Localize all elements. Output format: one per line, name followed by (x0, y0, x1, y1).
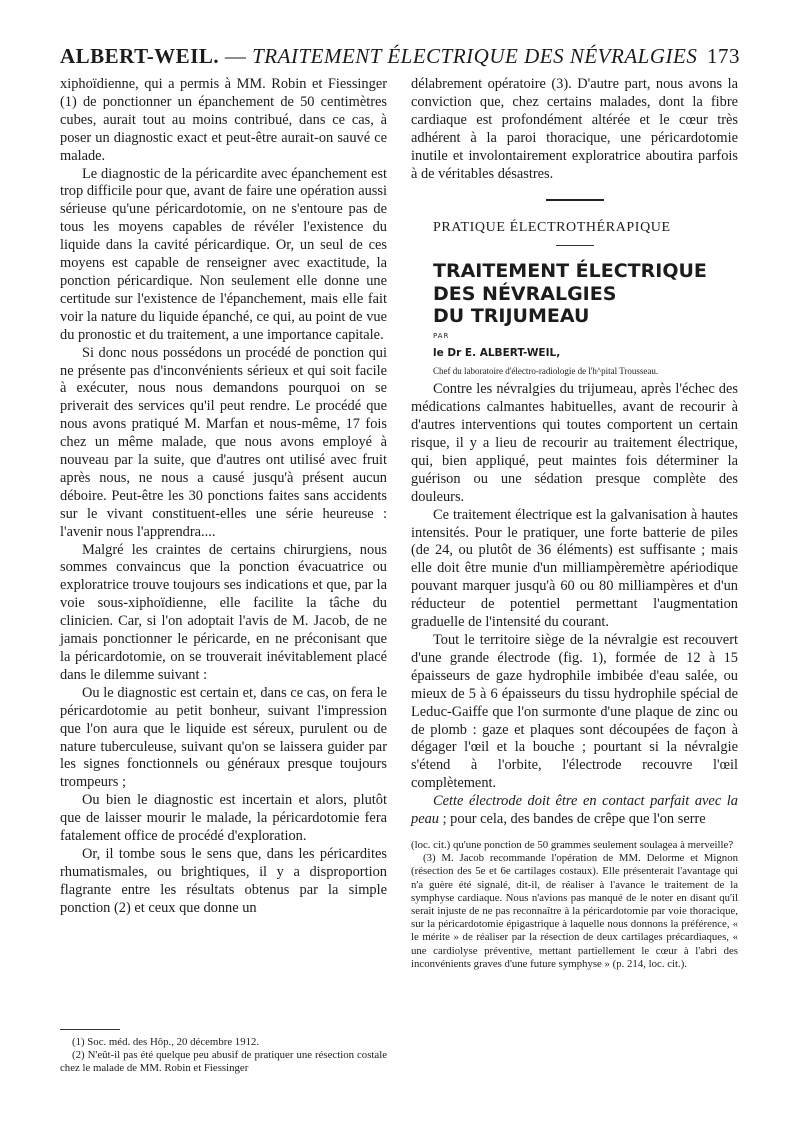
left-footnotes (60, 1029, 387, 1076)
header-dash: — (219, 44, 253, 68)
left-footnote-1: (1) Soc. méd. des Hôp., 20 décembre 1912. (72, 1036, 260, 1048)
article-title-line-1: TRAITEMENT ÉLECTRIQUE (433, 260, 707, 283)
author-affiliation: Chef du laboratoire d'électro-radiologie de l'h^pital Trousseau. (433, 366, 659, 377)
right-footnote-continuation: (loc. cit.) qu'une ponction de 50 grammes seulement soulagea à merveille? (411, 838, 734, 851)
right-footnotes (411, 839, 738, 971)
header-author: ALBERT-WEIL. (60, 44, 220, 68)
left-paragraph-1: xiphoïdienne, qui a permis à MM. Robin et Fiessinger (1) de ponctionner un épanchement de 50 centimètres cubes, aurait tout au moins contribué, dans ce cas, à poser un diagnostic exact et peut-être aurait-on sauvé ce malade. (60, 76, 387, 164)
section-heading: PRATIQUE ÉLECTROTHÉRAPIQUE (433, 220, 671, 236)
left-paragraph-4: Malgré les craintes de certains chirurgiens, nous sommes convaincus que la ponction évacuatrice ou exploratrice trouve toujours ses indications et que, par la voie sous-xiphoïdienne, elle facilite la tâche du clinicien. Car, si l'on adoptait l'avis de M. Jacob, de ne jamais ponctionner le péricarde, en ne préconisant que la péricardotomie, on se trouverait inévitablement placé dans le dilemme suivant : (60, 541, 387, 683)
left-paragraph-3: Si donc nous possédons un procédé de ponction qui ne présente pas d'inconvénients sérieux et qui soit facile à exécuter, nous nous demandons pourquoi on se priverait des services qu'il peut rendre. Le procédé que nous avons pratiqué M. Marfan et nous-même, 17 fois chez un même malade, que nous avons employé à nouveau par la suite, que d'autres ont utilisé avec fruit après nous, ne nous a causé jusqu'à présent aucun déboire. Peut-être les 30 ponctions faites sans accidents sur le vivant constituent-elles une série heureuse : l'avenir nous l'apprendra.... (60, 344, 387, 540)
article-title-line-3: DU TRIJUMEAU (433, 305, 590, 328)
right-paragraph-3: Tout le territoire siège de la névralgie est recouvert d'une grande électrode (fig. 1), formée de 12 à 15 épaisseurs de gaze hydrophile imbibée d'eau salée, ou mieux de 5 à 6 épaisseurs du tissu hydrophile spécial de Leduc-Gaiffe que l'on surmonte d'une plaque de zinc ou de plomb : gaze et plaques sont découpées de façon à dégager l'œil et la bouche ; pourtant si la névralgie s'étend à l'orbite, l'électrode recouvre l'œil complètement. (411, 631, 738, 792)
header-title: TRAITEMENT ÉLECTRIQUE DES NÉVRALGIES (252, 44, 698, 68)
right-paragraph-4-rest: ; pour cela, des bandes de crêpe que l'on serre (438, 811, 706, 828)
article-title-line-2: DES NÉVRALGIES (433, 282, 617, 305)
right-paragraph-4 (411, 793, 738, 829)
left-paragraph-2: Le diagnostic de la péricardite avec épanchement est trop difficile pour que, avant de faire une opération aussi sérieuse qu'une péricardotomie, on ne s'entoure pas de tous les moyens capables de révéler l'existence du liquide dans la cavité péricardique. Or, un seul de ces moyens est capable de renseigner avec exactitude, la ponction péricardique. Non seulement elle donne une certitude sur l'existence de l'épanchement, mais elle fait voir la nature du liquide épanché, ce qui, au point de vue du pronostic et du traitement, a une importance capitale. (60, 165, 387, 343)
section-divider (546, 199, 604, 201)
left-paragraph-6: Ou bien le diagnostic est incertain et alors, plutôt que de laisser mourir le malade, la péricardotomie fera fatalement office de procédé d'exploration. (60, 792, 387, 845)
right-intro-paragraph: délabrement opératoire (3). D'autre part, nous avons la conviction que, chez certains malades, dont la fibre cardiaque est profondément altérée et le cœur très adhérent à la paroi thoracique, une péricardotomie inutile et involontairement exploratrice aboutira parfois à de véritables désastres. (411, 76, 738, 182)
footnote-rule (60, 1029, 120, 1030)
right-footnote-3: (3) M. Jacob recommande l'opération de MM. Delorme et Mignon (résection des 5e et 6e cartilages costaux). Elle présenterait l'avantage qui n'a guère été signalé, dit-il, de réaliser à l'avance le traitement de la symphyse cardiaque. Nous n'avions pas manqué de le noter en disant qu'il serait injuste de ne pas reconnaître à la péricardotomie par voie thoracique, sur la péricardotomie épigastrique à laquelle nous donnons la préférence, « le mérite » de réaliser par la résection de deux cartilages précardiaques, « une cardiolyse préventive, mettant partiellement le cœur à l'abri des inconvénients graves d'une future symphyse » (p. 214, loc. cit.). (411, 852, 738, 970)
page-number: 173 (707, 44, 740, 68)
right-column (411, 76, 738, 971)
right-paragraph-1: Contre les névralgies du trijumeau, après l'échec des médications calmantes habituelles, avant de recourir à d'autres interventions qui toutes comportent un certain risque, il y a lieu de recourir au traitement électrique, qui, bien appliqué, peut maintes fois déterminer la guérison ou une sédation presque complète des douleurs. (411, 381, 738, 505)
author-byline: le Dr E. ALBERT-WEIL, (433, 347, 561, 360)
left-paragraph-7: Or, il tombe sous le sens que, dans les péricardites rhumatismales, ou brightiques, il y a disproportion flagrante entre les résultats obtenus par la simple ponction (2) et ceux que donne un (60, 845, 387, 916)
right-paragraph-2: Ce traitement électrique est la galvanisation à hautes intensités. Pour le pratiquer, une forte batterie de piles (de 24, ou plutôt de 36 éléments) est suffisante ; mais elle doit être munie d'un milliampèremètre apériodique pouvant marquer jusqu'à 60 ou 80 milliampères et d'un réducteur de potentiel permettant l'augmentation graduelle de l'intensité du courant. (411, 506, 738, 631)
heading-rule (556, 245, 594, 246)
running-header (60, 44, 740, 69)
par-label: PAR (433, 331, 450, 340)
left-paragraph-5: Ou le diagnostic est certain et, dans ce cas, on fera le péricardotomie au petit bonheur, suivant l'impression que l'on aura que le liquide est séreux, purulent ou de nature tuberculeuse, suivant qu'on se laissera guider par les signes fonctionnels ou généraux presque toujours trompeurs ; (60, 684, 387, 791)
left-footnote-2: (2) N'eût-il pas été quelque peu abusif de pratiquer une résection costale chez le malade de MM. Robin et Fiessinger (60, 1049, 387, 1075)
left-column (60, 76, 387, 1075)
right-paragraph-4-italic: Cette électrode doit être en contact parfait avec la peau (411, 793, 738, 828)
